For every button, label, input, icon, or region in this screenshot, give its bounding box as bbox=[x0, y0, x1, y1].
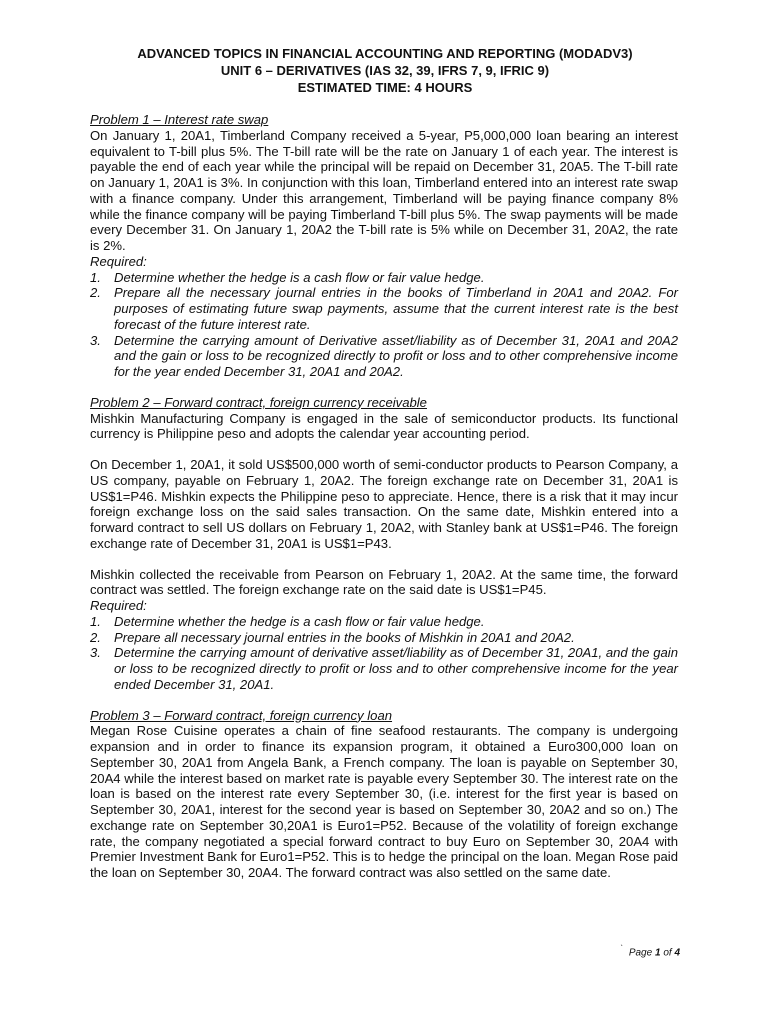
problem-1 bbox=[90, 112, 678, 380]
requirement-number: 2. bbox=[90, 285, 101, 301]
problem-1-required-label: Required: bbox=[90, 253, 147, 269]
document-body bbox=[90, 112, 678, 881]
spacer bbox=[90, 380, 678, 395]
document-header bbox=[90, 45, 680, 96]
spacer bbox=[90, 442, 678, 457]
problem-3-text: Megan Rose Cuisine operates a chain of fine seafood restaurants. The company is undergoing expansion and in order to finance its expansion program, it obtained a Euro300,000 loan on September 30, 20A1 from Angela Bank, a French company. The loan is payable on September 30, 20A4 while the interest based on market rate is payable every September 30. The interest rate on the loan is based on the interest rate every September 30, (i.e. interest for the first year is based on September 30, 20A1, interest for the second year is based on September 30, 20A2 and so on.) The exchange rate on September 30,20A1 is Euro1=P52. Because of the volatility of foreign exchange rate, the company negotiated a special forward contract to buy Euro on September 30, 20A4 with Premier Investment Bank for Euro1=P52. This is to hedge the principal on the loan. Megan Rose paid the loan on September 30, 20A4. The forward contract was also settled on the same date. bbox=[90, 723, 678, 880]
problem-2-paragraph-2: On December 1, 20A1, it sold US$500,000 worth of semi-conductor products to Pearson Company, a US company, payable on February 1, 20A2. The foreign exchange rate on December 31, 20A1 is US$1=P46. Mishkin expects the Philippine peso to appreciate. Hence, there is a risk that it may incur foreign exchange loss on the said sales transaction. On the same date, Mishkin entered into a forward contract to sell US dollars on February 1, 20A2, with Stanley bank at US$1=P46. The foreign exchange rate of December 31, 20A1 is US$1=P43. bbox=[90, 457, 678, 551]
footer-mark: ` bbox=[620, 944, 624, 953]
problem-2-title: Problem 2 – Forward contract, foreign currency receivable bbox=[90, 394, 427, 410]
requirement-item bbox=[90, 270, 678, 286]
problem-1-title: Problem 1 – Interest rate swap bbox=[90, 112, 269, 127]
problem-2 bbox=[90, 395, 678, 693]
estimated-time: ESTIMATED TIME: 4 HOURS bbox=[297, 80, 473, 95]
requirement-item bbox=[90, 285, 678, 332]
page-word: Page bbox=[628, 947, 653, 959]
page-total: 4 bbox=[674, 947, 680, 959]
problem-1-text: On January 1, 20A1, Timberland Company received a 5-year, P5,000,000 loan bearing an interest equivalent to T-bill plus 5%. The T-bill rate will be the rate on January 1 of each year. The interest is payable the end of each year while the principal will be repaid on December 31, 20A5. The T-bill rate on January 1, 20A1 is 3%. In conjunction with this loan, Timberland entered into an interest rate swap with a finance company. Under this arrangement, Timberland will be paying finance company 8% while the finance company will be paying Timberland T-bill plus 5%. The swap payments will be made every December 31. On January 1, 20A2 the T-bill rate is 5% while on December 31, 20A2, the rate is 2%. bbox=[90, 127, 678, 253]
spacer bbox=[90, 693, 678, 708]
requirement-item bbox=[90, 333, 678, 380]
problem-3-title: Problem 3 – Forward contract, foreign currency loan bbox=[90, 707, 393, 723]
of-word: of bbox=[663, 947, 672, 959]
page-footer bbox=[620, 944, 680, 958]
requirement-text: Prepare all necessary journal entries in the books of Mishkin in 20A1 and 20A2. bbox=[114, 629, 575, 645]
requirement-text: Determine whether the hedge is a cash flow or fair value hedge. bbox=[114, 269, 485, 285]
problem-2-required-label: Required: bbox=[90, 598, 147, 613]
requirement-text: Determine the carrying amount of Derivative asset/liability as of December 31, 20A1 and 20A2 and the gain or loss to be recognized directly to profit or loss and to other comprehensive income for the year ended December 31, 20A1 and 20A2. bbox=[114, 332, 678, 379]
page-number: 1 bbox=[654, 947, 661, 959]
requirement-item bbox=[90, 614, 678, 630]
unit-title: UNIT 6 – DERIVATIVES (IAS 32, 39, IFRS 7, 9, IFRIC 9) bbox=[220, 63, 550, 78]
problem-2-paragraph-3: Mishkin collected the receivable from Pearson on February 1, 20A2. At the same time, the forward contract was settled. The foreign exchange rate on the said date is US$1=P45. bbox=[90, 566, 678, 598]
course-title: ADVANCED TOPICS IN FINANCIAL ACCOUNTING AND REPORTING (MODADV3) bbox=[137, 46, 633, 61]
requirement-number: 3. bbox=[90, 645, 101, 661]
requirement-number: 1. bbox=[90, 613, 101, 629]
requirement-number: 1. bbox=[90, 269, 101, 285]
requirement-item bbox=[90, 645, 678, 692]
problem-1-requirements bbox=[90, 270, 678, 380]
requirement-item bbox=[90, 630, 678, 646]
problem-3 bbox=[90, 708, 678, 881]
spacer bbox=[90, 552, 678, 567]
problem-2-paragraph-1: Mishkin Manufacturing Company is engaged in the sale of semiconductor products. Its functional currency is Philippine peso and adopts the calendar year accounting period. bbox=[90, 410, 678, 442]
requirement-text: Determine the carrying amount of derivative asset/liability as of December 31, 20A1, and the gain or loss to be recognized directly to profit or loss and to other comprehensive income for the year ended December 31, 20A1. bbox=[114, 645, 678, 692]
requirement-number: 2. bbox=[90, 629, 101, 645]
problem-2-requirements bbox=[90, 614, 678, 693]
requirement-text: Determine whether the hedge is a cash flow or fair value hedge. bbox=[114, 613, 485, 629]
requirement-number: 3. bbox=[90, 332, 101, 348]
requirement-text: Prepare all the necessary journal entries in the books of Timberland in 20A1 and 20A2. For purposes of estimating future swap payments, assume that the current interest rate is the best forecast of the future interest rate. bbox=[114, 285, 678, 332]
